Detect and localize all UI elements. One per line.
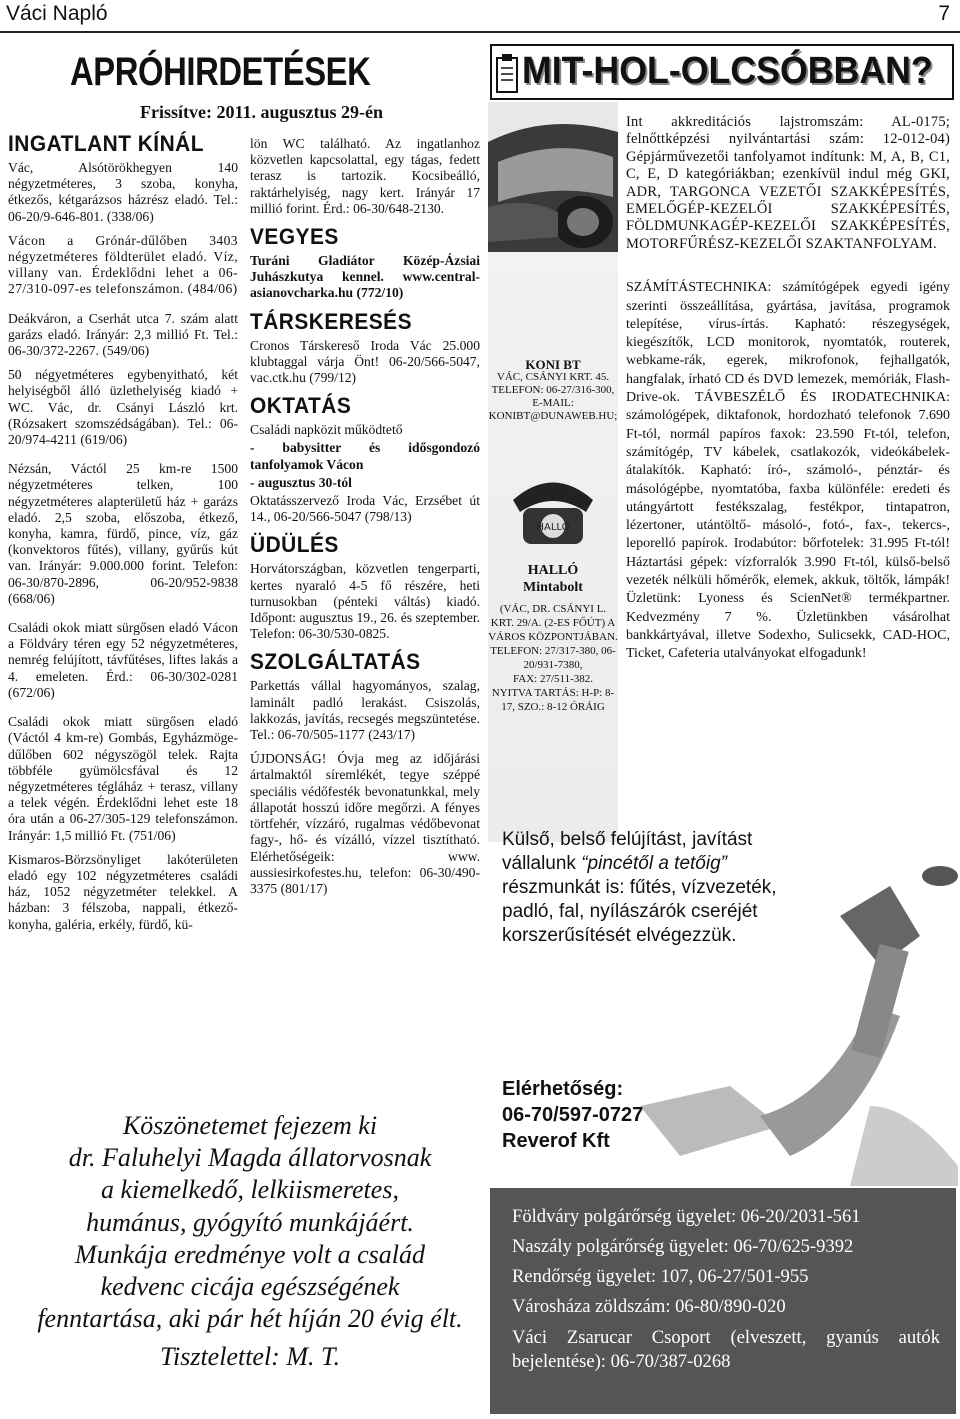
- ad-item: Kismaros-Börzsönyliget lakóterületen eladó egy 102 négyzetméteres családi ház, 1052 négyzetméter telekkel. A házban: 3 félszoba, nappali, étkező-konyha, galéria, erkély, fürdő, kü-: [8, 851, 238, 932]
- ad-item: [250, 422, 480, 438]
- hallo-subtitle: Mintabolt: [523, 580, 583, 595]
- thanks-signature: Tisztelettel: M. T.: [159, 1342, 341, 1372]
- plumb-line-1: Külső, belső felújítást, javítást vállalunk: [502, 829, 753, 874]
- ad-item: Nézsán, Váctól 25 km-re 1500 négyzetméteres telken, 100 négyzetméteres alapterületű ház + garázs eladó. 2,5 szoba, előszoba, étkező, konyha, kamra, fürdő, pince, víz, gáz (konvektoros fűtés), villany, gyűrűs kút van. Irányár: 9.000.000 forint. Telefon: 06-30/870-2896, 06-20/952-9838 (668/06): [8, 461, 238, 606]
- thanks-line: dr. Faluhelyi Magda állatorvosnak: [68, 1143, 432, 1173]
- okt-line: - augusztus 30-tól: [250, 474, 352, 490]
- phone-line: Rendőrség ügyelet: 107, 06-27/501-955: [512, 1266, 809, 1287]
- ad-item: Vácon a Grónár-dűlőben 3403 négyzetméteres földterület eladó. Víz, villany van. Érdeklődni lehet a 06-27/310-097-es telefonszámon. (484/06): [8, 232, 238, 297]
- car-image: [488, 102, 618, 252]
- ad-item: Vác, Alsótörökhegyen 140 négyzetméteres, 3 szoba, konyha, étkezős, kétgarázsos házrész eladó. Tel.: 06-20/9-646-801. (338/06): [8, 160, 238, 224]
- hallo-phone: TELEFON: 27/317-380, 06-20/931-7380,: [490, 645, 616, 671]
- emergency-phones-box: [490, 1188, 956, 1414]
- contact-label: Elérhetőség:: [502, 1078, 624, 1100]
- thanks-line: Munkája eredménye volt a család: [75, 1239, 425, 1269]
- svg-text:HALLÓ: HALLÓ: [536, 522, 570, 533]
- plumbing-contact: [502, 1076, 643, 1154]
- hallo-ad-text: SZÁMÍTÁSTECHNIKA: számítógépek egyedi igény szerinti összeállítása, gyártása, javítása, programok telepítése, vírus-írtás. Kapható: részegységek, kiegészítők, LCD monitorok, nyomtatók, routerek, webkame-rák, egerek, mikrofonok, fejhallgatók, hangfalak, írható CD és DVD lemezek, memóriák, Flash-Drive-ok. TÁVBESZÉLŐ ÉS IRODATECHNIKA: számológépek, diktafonok, hordozható telefonok 7.690 Ft-tól, normál papíros faxok: 23.590 Ft-tól, telefon, számítógép, TV kábelek, csatlakozók, videókábelek-átalakítók. Kapható: író-, számoló-, pénztár- és másológépbe, nyomtatóba, faxba különféle: eredeti és utángyártott festékszalag, festékpor, tintapatron, lézertoner, utántöltő- másoló-, fotó-, fax-, tekercs-, leporelló papírok. Irodabútor: bőrfotelek: 31.995 Ft-tól! Háztartási gépek: vízforralók 3.990 Ft-tól, külső-belső vezeték nélküli hőmérők, elemek, akkuk, töltők, lámpák! Üzletünk: Lyoness és ScienNet® termékpartner. Kedvezmény 7 %. Üzletünkben vásárolhat bankkártyával, illetve Sodexho, Sulicsekk, CAD-HOC, Ticket, Cafeteria utalványokat elfogadunk!: [626, 280, 950, 662]
- phone-line: Naszály polgárőrség ügyelet: 06-70/625-9392: [512, 1236, 854, 1257]
- banner: [490, 44, 954, 100]
- thanks-line: a kiemelkedő, lelkiismeretes,: [101, 1175, 399, 1205]
- phone-logo-image: [498, 470, 608, 550]
- contact-phone: 06-70/597-0727: [502, 1104, 644, 1126]
- koni-info: [488, 358, 618, 423]
- header-rule: [0, 31, 960, 33]
- hallo-hours: NYITVA TARTÁS: H-P: 8-17, SZO.: 8-12 ÓRÁIG: [491, 687, 615, 713]
- hallo-info: [488, 562, 618, 714]
- page-title: APRÓHIRDETÉSEK: [70, 50, 371, 94]
- section-vegyes: VEGYES: [250, 224, 339, 250]
- koni-phone: TELEFON: 06-27/316-300,: [491, 384, 615, 396]
- thanks-line: humánus, gyógyító munkájáért.: [86, 1207, 414, 1237]
- ad-item: [250, 440, 480, 472]
- ad-item: [250, 475, 480, 491]
- thanks-notice: [20, 1110, 480, 1374]
- plumb-line-2: “pincétől a tetőig”: [581, 853, 727, 874]
- ad-item: Deákváron, a Cserhát utca 7. szám alatt garázs eladó. Irányár: 2,3 millió Ft. Tel.: 06-30/372-2267. (549/06): [8, 310, 238, 359]
- phone-line: Földváry polgárőrség ügyelet: 06-20/2031-561: [512, 1206, 861, 1227]
- ad-item: Turáni Gladiátor Közép-Ázsiai Juhászkutya kennel. www.central-asianovcharka.hu (772/10): [250, 253, 480, 301]
- section-udules: ÜDÜLÉS: [250, 532, 339, 558]
- contact-company: Reverof Kft: [502, 1130, 610, 1152]
- column-ads: [626, 114, 950, 689]
- section-oktatas: OKTATÁS: [250, 393, 352, 419]
- hallo-name: HALLÓ: [527, 563, 579, 578]
- section-tarskereses: TÁRSKERESÉS: [250, 308, 413, 334]
- hallo-fax: FAX: 27/511-382.: [512, 673, 594, 685]
- plumbing-ad-text: [502, 828, 792, 948]
- thanks-line: kedvenc cicája egészségének: [100, 1272, 400, 1302]
- phone-line: Váci Zsarucar Csoport (elveszett, gyanús autók bejelentése): 06-70/387-0268: [512, 1327, 940, 1372]
- okt-line: - babysitter és idősgondozó tanfolyamok Vácon: [250, 440, 480, 472]
- thanks-line: Köszönetemet fejezem ki: [122, 1111, 378, 1140]
- ad-item: ÚJDONSÁG! Óvja meg az időjárási ártalmaktól síremlékét, tegye széppé speciális védőfesték bevonatunkkal, mely állapotát hosszú időre megőrzi. A fényes törtfehér, vízzáró, rugalmas védőbevonat fagy-, hő- és vízálló, vízzel tisztítható. Elérhetőségeik: www. aussiesirkofestes.hu, telefon: 06-30/490-3375 (801/17): [250, 751, 480, 896]
- ad-item: Cronos Társkereső Iroda Vác 25.000 klubtaggal várja Önt! 06-20/566-5047, vac.ctk.hu (799/12): [250, 337, 480, 386]
- hallo-address: (VÁC, DR. CSÁNYI L. KRT. 29/A. (2-ES FŐÚT) A VÁROS KÖZPONTJÁBAN.: [488, 603, 618, 643]
- clipboard-icon: [494, 52, 520, 94]
- ad-item: lön WC található. Az ingatlanhoz közvetlen kapcsolattal, egy tágas, fedett terasz is tartozik. Kocsibeálló, raktárhelyiség, nagy kert. Irányár 17 millió forint. Érd.: 06-30/648-2130.: [250, 136, 480, 216]
- okt-line: Családi napközit működtető: [250, 422, 403, 438]
- banner-title: MIT-HOL-OLCSÓBBAN?: [522, 50, 933, 92]
- ad-item: Parkettás vállal hagyományos, szalag, laminált padló lerakást. Csiszolás, lakkozás, javítás, recsegés megszüntetése. Tel.: 06-70/505-1177 (243/17): [250, 678, 480, 743]
- phone-line: Városháza zöldszám: 06-80/890-020: [512, 1296, 786, 1317]
- column-ingatlan: [8, 130, 238, 946]
- koni-address: VÁC, CSÁNYI KRT. 45.: [496, 371, 610, 383]
- ad-item: Horvátországban, közvetlen tengerparti, kertes nyaraló 4-5 fő részére, heti turnusokban (pénteki váltás) kiadó. Időpont: augusztus 19., 26. és szeptember. Telefon: 06-30/530-0825.: [250, 561, 480, 642]
- section-ingatlant-kinal: INGATLANT KÍNÁL: [8, 131, 204, 156]
- thanks-line: fenntartása, aki pár hét híján 20 évig élt.: [37, 1304, 463, 1334]
- section-szolgaltatas: SZOLGÁLTATÁS: [250, 649, 421, 675]
- ad-item: Oktatásszervező Iroda Vác, Erzsébet út 14., 06-20/566-5047 (798/13): [250, 493, 480, 525]
- column-misc: [250, 136, 480, 905]
- sidebar-box: [488, 102, 618, 842]
- koni-email: E-MAIL: KONIBT@DUNAWEB.HU;: [488, 397, 618, 422]
- updated-date: Frissítve: 2011. augusztus 29-én: [140, 102, 383, 122]
- ad-item: Családi okok miatt sürgősen eladó (Váctól 4 km-re) Gombás, Egyházmöge-dűlőben 602 négyszögöl telek. Rajta többféle gyümölcsfával és 12 négyzetméteres tégláház + terasz, villany a telek végén. Érdeklődni lehet este 18 óra után a 06-27/305-129 telefonszámon. Irányár: 1,5 millió Ft. (751/06): [8, 714, 238, 843]
- koni-ad-text: Int akkreditációs lajstromszám: AL-0175; felnőttképzési nyilvántartási szám: 12-012-04) Gépjárművezetői tanfolyamot indítunk: M, A, B, C1, C, E, D kategóriákban; ezenkívül indul még GKI, ADR, TARGONCA VEZETŐI SZAKKÉPESÍTÉS, EMELŐGÉP-KEZELŐI SZAKKÉPESÍTÉS, FÖLDMUNKAGÉP-KEZELŐI SZAKKÉPESÍTÉS, MOTORFŰRÉSZ-KEZELŐI SZAKTANFOLYAM.: [626, 114, 950, 252]
- ad-item: Családi okok miatt sürgősen eladó Vácon a Földváry téren egy 52 négyzetméteres, nemrég felújított, távfűtéses, liftes lakás a 4. emeleten. Érd.: 06-30/302-0281 (672/06): [8, 620, 238, 700]
- ad-item: 50 négyetméteres egybenyitható, két helyiségből álló üzlethelyiség kiadó + WC. Vác, dr. Csányi László krt. (Rózsakert szomszédságában). Tel.: 06-20/974-4211 (619/06): [8, 367, 238, 448]
- koni-name: KONI BT: [525, 357, 581, 372]
- page-number: 7: [938, 2, 950, 25]
- plumb-line-3: részmunkát is: fűtés, vízvezeték, padló, fal, nyílászárók cseréjét korszerűsítését elvégezzük.: [502, 877, 777, 946]
- newspaper-name: Váci Napló: [6, 2, 108, 25]
